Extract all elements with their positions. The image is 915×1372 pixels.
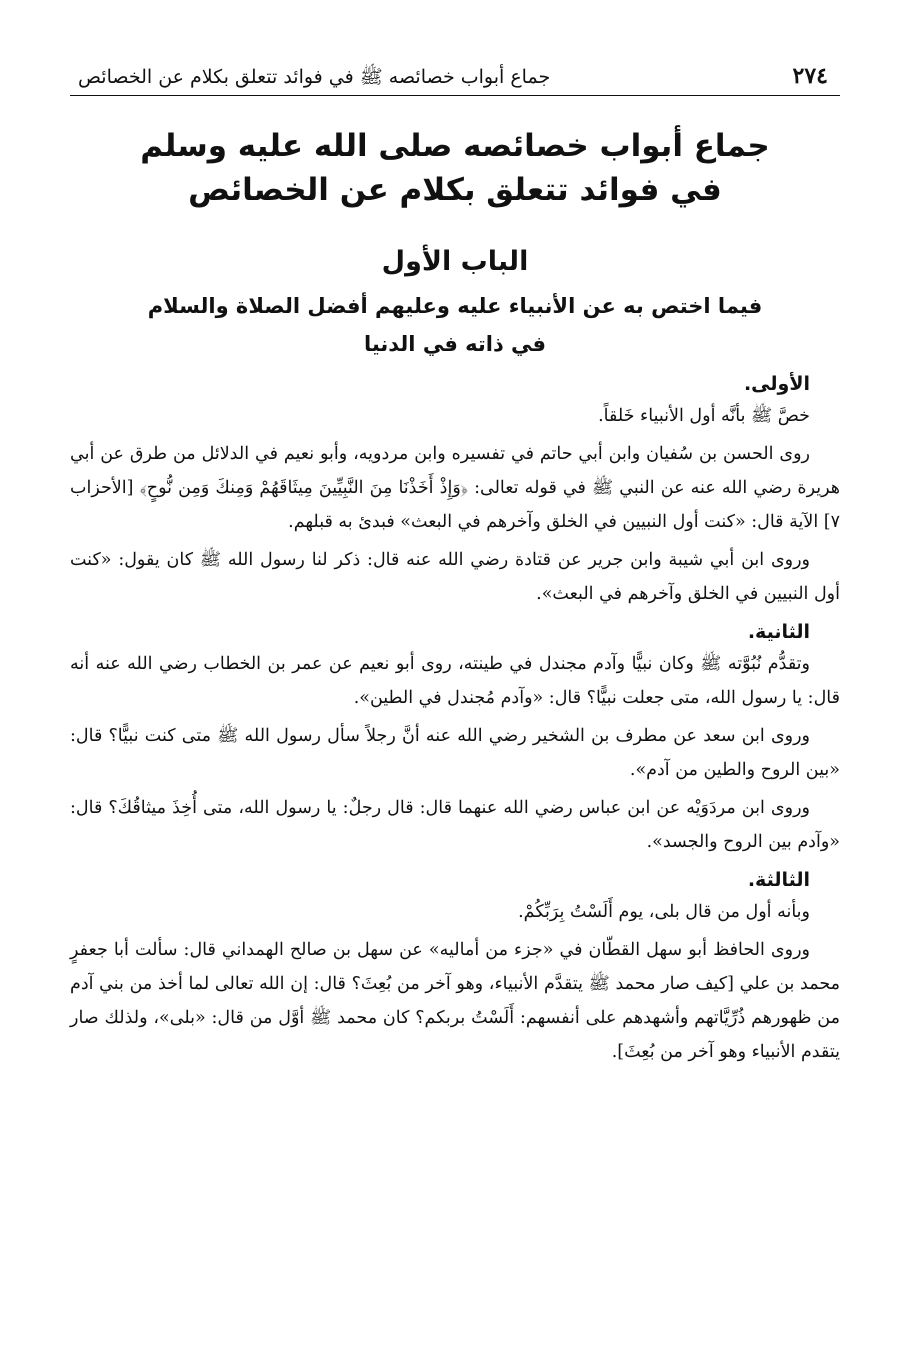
main-title-line-2: في فوائد تتعلق بكلام عن الخصائص (188, 172, 722, 208)
section-label-second: الثانية. (747, 621, 810, 643)
paragraph: وروى ابن أبي شيبة وابن جرير عن قتادة رضي الله عنه قال: ذكر لنا رسول الله ﷺ كان يقول: «كنت أول النبيين في الخلق وآخرهم في البعث». (70, 550, 840, 604)
paragraph: وروى ابن سعد عن مطرف بن الشخير رضي الله عنه أنَّ رجلاً سأل رسول الله ﷺ متى كنت نبيًّا؟ قال: «بين الروح والطين من آدم». (70, 726, 840, 780)
running-title: جماع أبواب خصائصه ﷺ في فوائد تتعلق بكلام عن الخصائص (78, 66, 551, 88)
book-page (70, 55, 840, 1073)
chapter-subtitle (70, 287, 840, 363)
section-label-first: الأولى. (743, 373, 810, 395)
paragraph: وبأنه أول من قال بلى، يوم أَلَسْتُ بِرَبِّكُمْ. (518, 902, 810, 922)
paragraph: روى الحسن بن سُفيان وابن أبي حاتم في تفسيره وابن مردويه، وأبو نعيم في الدلائل من طرق عن أبي هريرة رضي الله عنه عن النبي ﷺ في قوله تعالى: ﴿وَإِذْ أَخَذْنَا مِنَ النَّبِيِّينَ مِيثَاقَهُمْ وَمِنكَ وَمِن نُّوحٍ﴾ [الأحزاب ٧] الآية قال: «كنت أول النبيين في الخلق وآخرهم في البعث» فبدئ به قبلهم. (70, 444, 840, 532)
paragraph: وروى ابن مردَوَيْه عن ابن عباس رضي الله عنهما قال: قال رجلٌ: يا رسول الله، متى أُخِذَ ميثاقُكَ؟ قال: «وآدم بين الروح والجسد». (70, 798, 840, 852)
paragraph: خصَّ ﷺ بأنَّه أول الأنبياء خَلقاً. (598, 406, 810, 426)
chapter-subtitle-line-1: فيما اختص به عن الأنبياء عليه وعليهم أفضل الصلاة والسلام (147, 294, 763, 318)
paragraph: وروى الحافظ أبو سهل القطّان في «جزء من أماليه» عن سهل بن صالح الهمداني قال: سألت أبا جعفرٍ محمد بن علي [كيف صار محمد ﷺ يتقدَّم الأنبياء، وهو آخر من بُعِثَ؟ قال: إن الله تعالى لما أخذ من بني آدم من ظهورهم ذُرِّيَّاتهم وأشهدهم على أنفسهم: أَلَسْتُ بربكم؟ كان محمد ﷺ أوَّل من قال: «بلى»، ولذلك صار يتقدم الأنبياء وهو آخر من بُعِثَ]. (70, 940, 840, 1062)
running-header (70, 55, 840, 96)
paragraph: وتقدُّم نُبُوَّته ﷺ وكان نبيًّا وآدم مجندل في طينته، روى أبو نعيم عن عمر بن الخطاب رضي الله عنه أنه قال: يا رسول الله، متى جعلت نبيًّا؟ قال: «وآدم مُجندل في الطين». (70, 654, 840, 708)
section-label-third: الثالثة. (747, 869, 810, 891)
main-title (70, 124, 840, 212)
page-number: ٢٧٤ (792, 63, 828, 89)
chapter-title: الباب الأول (381, 246, 529, 277)
main-title-line-1: جماع أبواب خصائصه صلى الله عليه وسلم (140, 128, 770, 164)
chapter-subtitle-line-2: في ذاته في الدنيا (363, 332, 547, 356)
